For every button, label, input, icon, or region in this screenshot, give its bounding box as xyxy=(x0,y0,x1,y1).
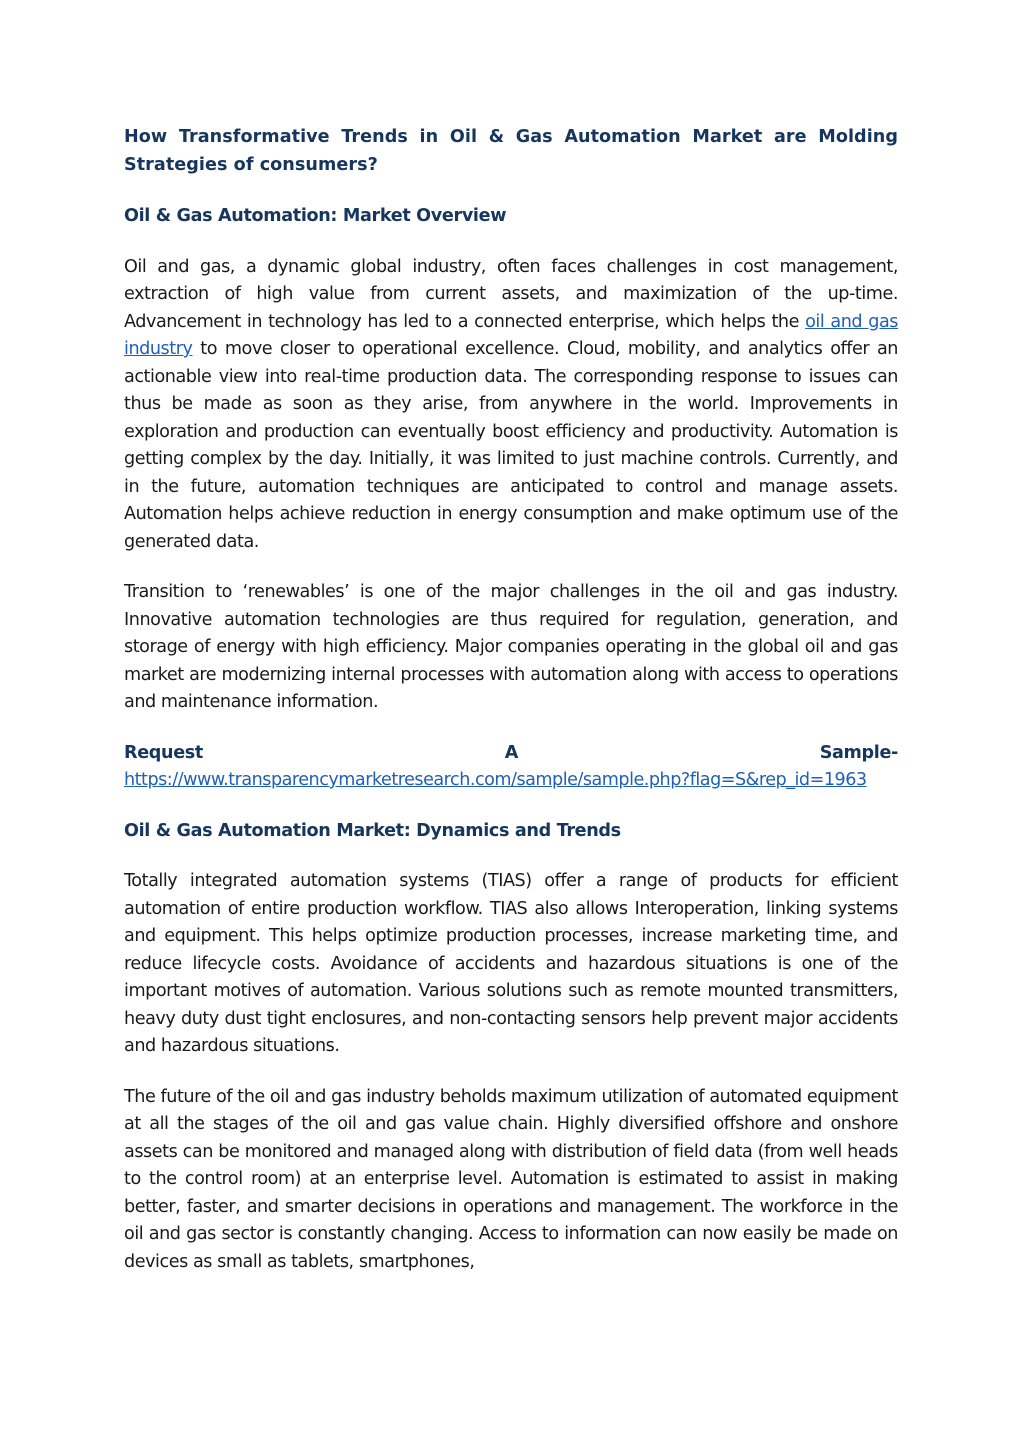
document-title: How Transformative Trends in Oil & Gas Automation Market are Molding Strategies of consumers? xyxy=(124,127,898,175)
request-sample-url-container xyxy=(124,767,898,795)
a-word: A xyxy=(504,742,518,763)
oil-and-gas-industry-link[interactable]: oil and gas industry xyxy=(124,311,898,359)
overview-paragraph-2: Transition to ‘renewables’ is one of the major challenges in the oil and gas industry. Innovative automation technologies are thus required for regulation, generation, and storage of energy with high efficiency. Major companies operating in the global oil and gas market are modernizing internal processes with automation along with access to operations and maintenance information. xyxy=(124,582,898,712)
sample-word: Sample- xyxy=(819,742,898,763)
document-page xyxy=(124,124,898,1299)
overview-heading: Oil & Gas Automation: Market Overview xyxy=(124,206,507,226)
dynamics-paragraph-1: Totally integrated automation systems (TIAS) offer a range of products for efficient automation of entire production workflow. TIAS also allows Interoperation, linking systems and equipment. This helps optimize production processes, increase marketing time, and reduce lifecycle costs. Avoidance of accidents and hazardous situations is one of the important motives of automation. Various solutions such as remote mounted transmitters, heavy duty dust tight enclosures, and non-contacting sensors help prevent major accidents and hazardous situations. xyxy=(124,871,898,1056)
dynamics-paragraph-2: The future of the oil and gas industry beholds maximum utilization of automated equipment at all the stages of the oil and gas value chain. Highly diversified offshore and onshore assets can be monitored and managed along with distribution of field data (from well heads to the control room) at an enterprise level. Automation is estimated to assist in making better, faster, and smarter decisions in operations and management. The workforce in the oil and gas sector is constantly changing. Access to information can now easily be made on devices as small as tablets, smartphones, xyxy=(124,1086,898,1272)
overview-paragraph-1 xyxy=(124,254,898,557)
request-sample-link[interactable]: https://www.transparencymarketresearch.com/sample/sample.php?flag=S&rep_id=1963 xyxy=(124,770,867,790)
request-sample-label xyxy=(124,740,898,768)
dynamics-heading: Oil & Gas Automation Market: Dynamics and Trends xyxy=(124,820,621,841)
overview-p1-text-before: Oil and gas, a dynamic global industry, often faces challenges in cost management, extraction of high value from current assets, and maximization of the up-time. Advancement in technology has led to a connected enterprise, which helps the xyxy=(124,256,898,332)
request-word: Request xyxy=(124,742,203,763)
overview-p1-text-after: to move closer to operational excellence. Cloud, mobility, and analytics offer an actionable view into real-time production data. The corresponding response to issues can thus be made as soon as they arise, from anywhere in the world. Improvements in exploration and production can eventually boost efficiency and productivity. Automation is getting complex by the day. Initially, it was limited to just machine controls. Currently, and in the future, automation techniques are anticipated to control and manage assets. Automation helps achieve reduction in energy consumption and make optimum use of the generated data. xyxy=(124,339,898,552)
